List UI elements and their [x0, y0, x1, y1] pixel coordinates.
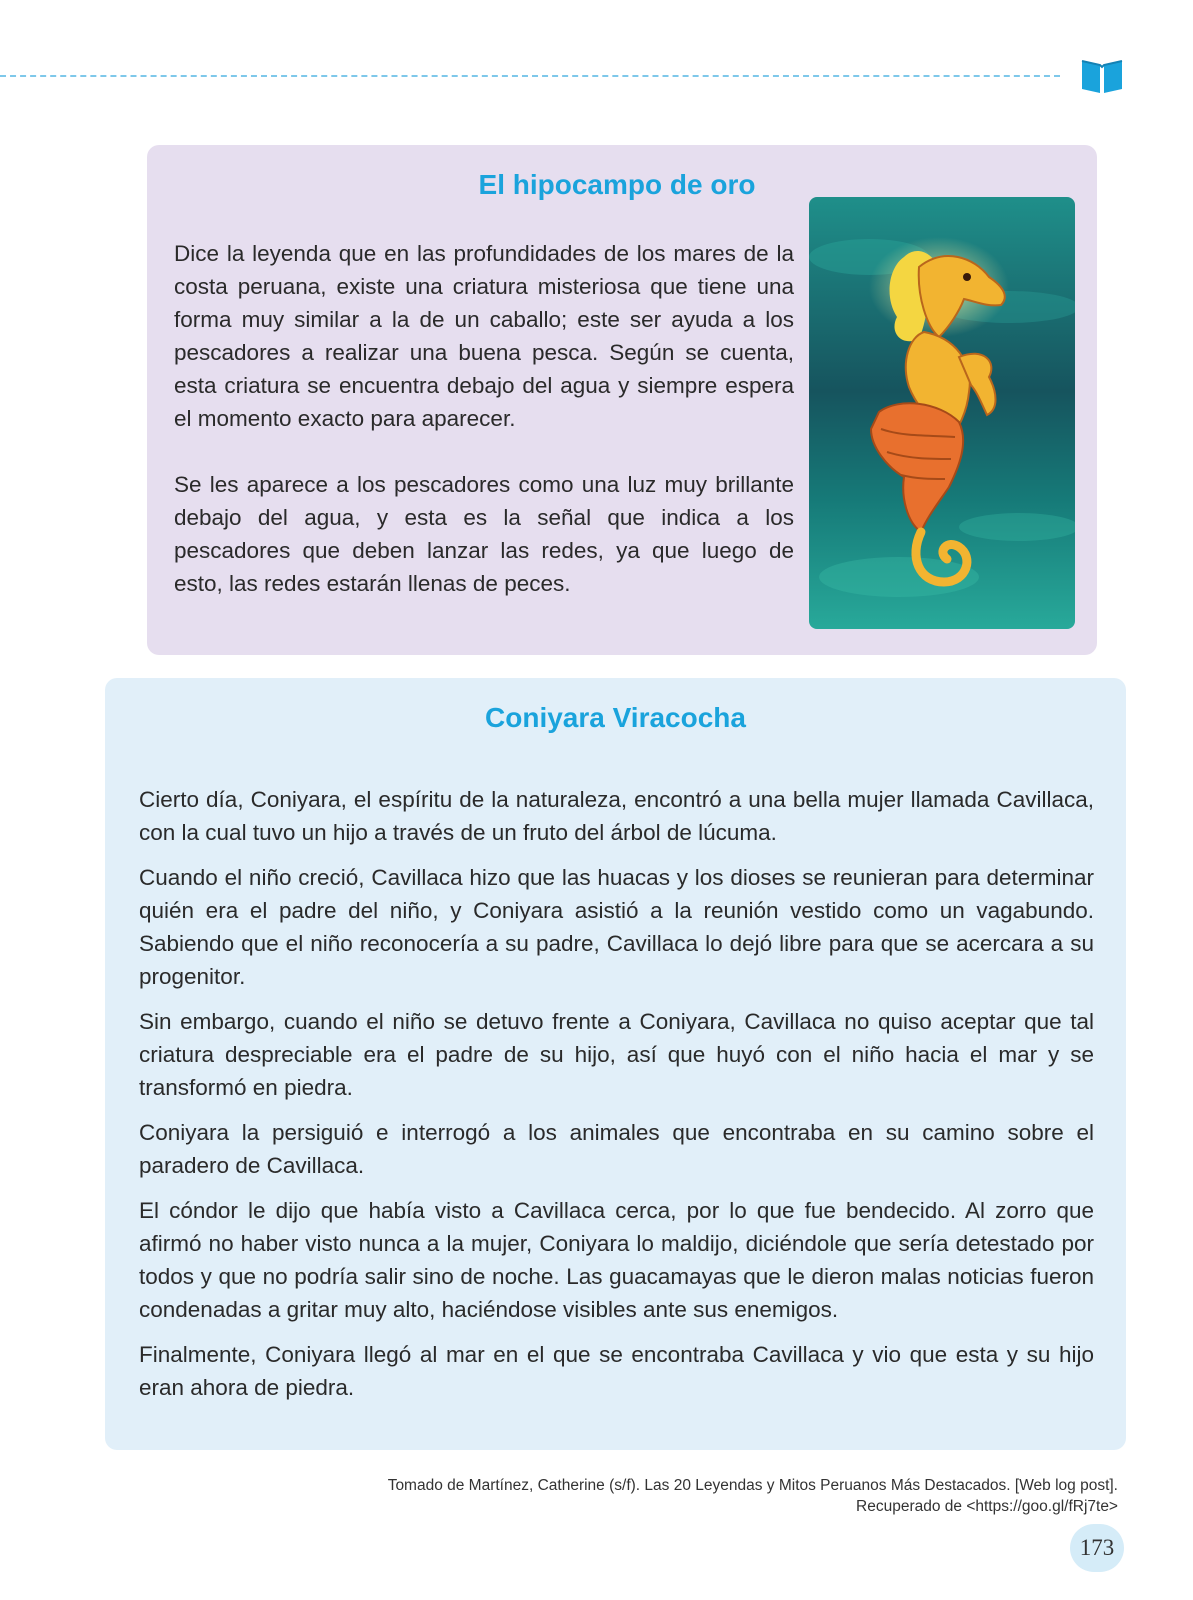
- story-paragraph: El cóndor le dijo que había visto a Cavillaca cerca, por lo que fue bendecido. Al zorro que afirmó no haber visto nunca a la mujer, Coniyara lo maldijo, diciéndole que sería detestado por todos y que no podría salir sino de noche. Las guacamayas que le dieron malas noticias fueron condenadas a gritar muy alto, haciéndose visibles ante sus enemigos.: [139, 1198, 1094, 1322]
- story-box-hipocampo: [147, 145, 1097, 655]
- story-title: Coniyara Viracocha: [485, 702, 746, 733]
- story-paragraph: Se les aparece a los pescadores como una luz muy brillante debajo del agua, y esta es la señal que indica a los pescadores que deben lanzar las redes, ya que luego de esto, las redes estarán llenas de peces.: [174, 472, 794, 596]
- seahorse-illustration: [809, 197, 1075, 629]
- story-paragraph: Sin embargo, cuando el niño se detuvo frente a Coniyara, Cavillaca no quiso aceptar que tal criatura despreciable era el padre de su hijo, así que huyó con el niño hacia el mar y se transformó en piedra.: [139, 1009, 1094, 1100]
- header-dashed-line: [0, 75, 1060, 77]
- page-number: 173: [1070, 1524, 1124, 1572]
- story-text: [174, 237, 794, 600]
- citation-line: Tomado de Martínez, Catherine (s/f). Las 20 Leyendas y Mitos Peruanos Más Destacados. [Web log post].: [387, 1477, 1118, 1494]
- story-paragraph: Finalmente, Coniyara llegó al mar en el que se encontraba Cavillaca y vio que esta y su hijo eran ahora de piedra.: [139, 1342, 1094, 1400]
- story-paragraph: Cierto día, Coniyara, el espíritu de la naturaleza, encontró a una bella mujer llamada Cavillaca, con la cual tuvo un hijo a través de un fruto del árbol de lúcuma.: [139, 787, 1094, 845]
- book-icon: [1080, 55, 1124, 95]
- story-paragraph: Dice la leyenda que en las profundidades de los mares de la costa peruana, existe una criatura misteriosa que tiene una forma muy similar a la de un caballo; este ser ayuda a los pescadores a realizar una buena pesca. Según se cuenta, esta criatura se encuentra debajo del agua y siempre espera el momento exacto para aparecer.: [174, 241, 794, 431]
- story-paragraph: Coniyara la persiguió e interrogó a los animales que encontraba en su camino sobre el paradero de Cavillaca.: [139, 1120, 1094, 1178]
- story-box-coniyara: [105, 678, 1126, 1450]
- story-paragraph: Cuando el niño creció, Cavillaca hizo que las huacas y los dioses se reunieran para determinar quién era el padre del niño, y Coniyara asistió a la reunión vestido como un vagabundo. Sabiendo que el niño reconocería a su padre, Cavillaca lo dejó libre para que se acercara a su progenitor.: [139, 865, 1094, 989]
- citation-line: Recuperado de <https://goo.gl/fRj7te>: [856, 1498, 1118, 1515]
- source-citation: [388, 1475, 1118, 1517]
- story-title: El hipocampo de oro: [478, 169, 756, 200]
- story-text: [139, 783, 1094, 1416]
